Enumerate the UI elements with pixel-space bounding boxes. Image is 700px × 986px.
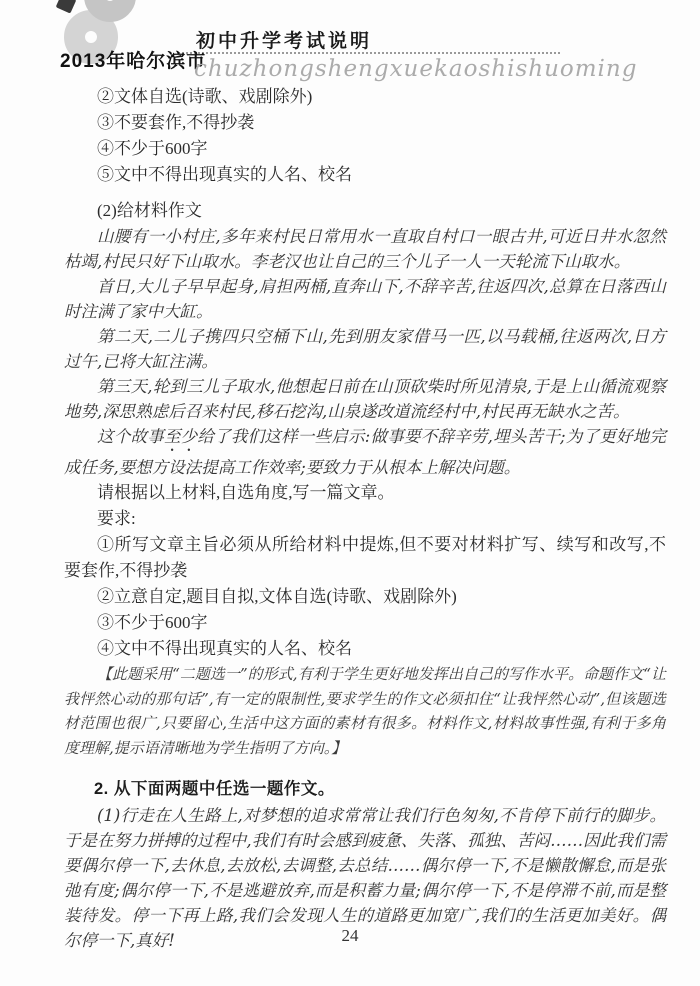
page-number: 24: [341, 926, 359, 945]
page-title: 初中升学考试说明: [196, 31, 373, 52]
question-2-heading: 2. 从下面两题中任选一题作文。: [94, 780, 335, 798]
commentary-note: 【此题采用“二题选一”的形式,有利于学生更好地发挥出自己的写作水平。命题作文“让我怦然心动的那句话”,有一定的限制性,要求学生的作文必须扣住“让我怦然心动”,但该题选材范围也很广,只要留心,生活中这方面的素材有很多。材料作文,材料故事性强,有利于多角度理解,提示语清晰地为学生指明了方向。】: [64, 665, 666, 757]
essay1-requirement-item: ③不要套作,不得抄袭: [97, 113, 255, 132]
conclusion-emphasized: 至少: [163, 427, 198, 446]
edition-region-label: 2013年哈尔滨市: [60, 51, 207, 72]
essay1-requirement-item: ②文体自选(诗歌、戏剧除外): [97, 87, 313, 106]
conclusion-pre: 这个故事: [97, 427, 164, 446]
essay2-requirements-label: 要求:: [97, 509, 136, 528]
essay1-requirement-item: ④不少于600字: [97, 139, 208, 158]
essay2-instruction: 请根据以上材料,自选角度,写一篇文章。: [97, 483, 395, 502]
document-body: [64, 84, 666, 953]
essay2-requirement-item: ①所写文章主旨必须从所给材料中提炼,但不要对材料扩写、续写和改写,不要套作,不得抄袭: [64, 535, 666, 580]
conclusion-post: 给了我们这样一些启示:做事要不辞辛劳,埋头苦干;为了更好地完成任务,要想方设法提高工作效率;要致力于从根本上解决问题。: [64, 427, 667, 477]
material-paragraph: 山腰有一小村庄,多年来村民日常用水一直取自村口一眼古井,可近日井水忽然枯竭,村民只好下山取水。李老汉也让自己的三个儿子一人一天轮流下山取水。: [64, 227, 666, 271]
material-conclusion-paragraph: [64, 424, 666, 480]
material-paragraph: 首日,大儿子早早起身,肩担两桶,直奔山下,不辞辛苦,往返四次,总算在日落西山时注满了家中大缸。: [64, 277, 666, 321]
essay2-requirement-item: ④文中不得出现真实的人名、校名: [97, 639, 352, 658]
essay1-requirement-item: ⑤文中不得出现真实的人名、校名: [97, 165, 352, 184]
question-2-prompt-paragraph: (1)行走在人生路上,对梦想的追求常常让我们行色匆匆,不肯停下前行的脚步。于是在努力拼搏的过程中,我们有时会感到疲惫、失落、孤独、苦闷……因此我们需要偶尔停一下,去休息,去放松,去调整,去总结……偶尔停一下,不是懒散懈怠,而是张弛有度;偶尔停一下,不是逃避放弃,而是积蓄力量;偶尔停一下,不是停滞不前,而是整装待发。停一下再上路,我们会发现人生的道路更加宽广,我们的生活更加美好。偶尔停一下,真好!: [64, 806, 666, 950]
essay2-requirement-item: ③不少于600字: [97, 613, 208, 632]
page-footer: [0, 926, 700, 946]
pinyin-subtitle: chuzhongshengxuekaoshishuoming: [194, 56, 638, 82]
scan-artifact: [56, 0, 77, 14]
essay2-section-label: (2)给材料作文: [97, 201, 202, 220]
material-paragraph: 第二天,二儿子携四只空桶下山,先到朋友家借马一匹,以马载桶,往返两次,日方过午,已将大缸注满。: [64, 327, 666, 371]
material-paragraph: 第三天,轮到三儿子取水,他想起日前在山顶砍柴时所见清泉,于是上山循流观察地势,深思熟虑后召来村民,移石挖沟,山泉遂改道流经村中,村民再无缺水之苦。: [64, 377, 666, 421]
essay2-requirement-item: ②立意自定,题目自拟,文体自选(诗歌、戏剧除外): [97, 587, 457, 606]
